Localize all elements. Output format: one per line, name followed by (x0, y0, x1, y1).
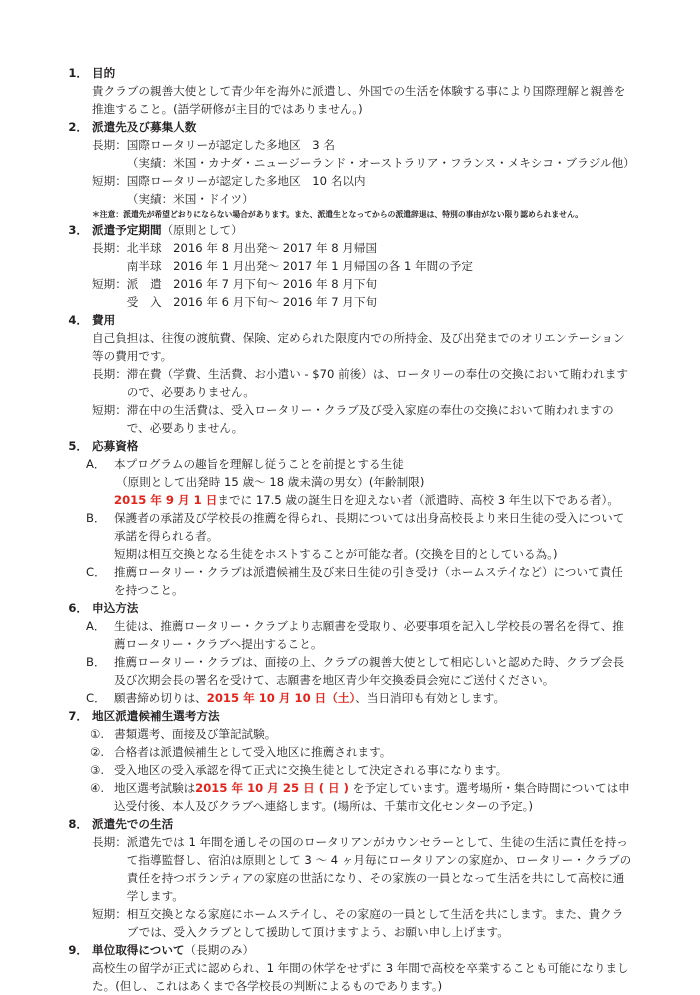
short-term-row (66, 172, 634, 190)
list-item (66, 653, 634, 689)
northern-hemisphere-period: 北半球 2016 年 8 月出発～ 2017 年 8 月帰国 (126, 241, 378, 255)
row-label: 短期： (92, 403, 127, 417)
section-title-note: （長期のみ） (184, 943, 255, 957)
section-heading: 2． 派遣先及び募集人数 (68, 120, 197, 134)
row-text: 派遣先では 1 年間を通しその国のロータリアンがカウンセラーとして、生徒の生活に責任を持って指導監督し、宿泊は原則として 3 ～ 4 ヶ月毎にロータリアンの家庭か、ロータリー・クラブの責任を持つボランティアの家庭の世話になり、その家族の一員となって生活を共にして高校に通学します。 (126, 835, 632, 903)
item-label: ②. (90, 745, 105, 759)
highlight-date: 2015 年 10 月 10 日（土） (206, 691, 356, 705)
row-label: 長期： (92, 367, 127, 381)
item-label: C． (86, 565, 106, 579)
section-heading: 6． 申込方法 (68, 601, 139, 615)
acceptance-period: 受 入 2016 年 6 月下旬～ 2016 年 7 月下旬 (126, 295, 378, 309)
list-item (66, 509, 634, 545)
list-item (66, 617, 634, 653)
section-title-note: （原則として） (161, 223, 243, 237)
long-term-row (66, 136, 634, 154)
list-item (66, 563, 634, 599)
section-heading: 5． 応募資格 (68, 439, 139, 453)
item-text: 本プログラムの趣旨を理解し従うことを前提とする生徒 (114, 457, 404, 471)
section-heading: 8． 派遣先での生活 (68, 817, 174, 831)
item-text: 合格者は派遣候補生として受入地区に推薦されます。 (114, 745, 392, 759)
exam-date-text: 地区選考試験は2015 年 10 月 25 日 ( 日 ) を予定しています。選考場所・集合時間については申込受付後、本人及びクラブへ連絡します。(場所は、千葉市文化センターの予定。) (114, 781, 630, 813)
highlight-date: 2015 年 10 月 25 日 ( 日 ) (195, 781, 349, 795)
section-title: 応募資格 (92, 439, 139, 453)
section-selection (66, 707, 634, 815)
list-item (66, 725, 634, 743)
long-term-row (66, 239, 634, 257)
row-label: 短期： (92, 174, 127, 188)
list-item (66, 779, 634, 815)
item-text: 受入地区の受入承認を得て正式に交換生徒として決定される事になります。 (114, 763, 508, 777)
section-heading: 1． 目的 (68, 66, 116, 80)
section-period (66, 221, 634, 311)
list-item (66, 455, 634, 473)
caution-note: ＊注意：派遣先が希望どおりにならない場合があります。また、派遣生となってからの派遣辞退は、特別の事由がない限り認められません。 (92, 210, 584, 219)
section-application (66, 599, 634, 707)
item-text: 生徒は、推薦ロータリー・クラブより志願書を受取り、必要事項を記入し学校長の署名を得て、推薦ロータリー・クラブへ提出すること。 (114, 619, 624, 651)
row-label: 短期： (92, 277, 127, 291)
item-subtext: 短期は相互交換となる生徒をホストすることが可能な者。(交換を目的としている為。) (114, 547, 558, 561)
list-item (66, 743, 634, 761)
item-text: 推薦ロータリー・クラブは、面接の上、クラブの親善大使として相応しいと認めた時、クラブ会長及び次期会長の署名を受けて、志願書を地区青少年交換委員会宛にご送付ください。 (114, 655, 625, 687)
section-eligibility (66, 437, 634, 599)
row-label: 長期： (92, 835, 127, 849)
age-limit-text: （原則として出発時 15 歳～ 18 歳未満の男女）(年齢制限) (116, 475, 425, 489)
section-heading: 3． 派遣予定期間（原則として） (68, 223, 243, 237)
southern-hemisphere-period: 南半球 2016 年 1 月出発～ 2017 年 1 月帰国の各 1 年間の予定 (126, 259, 473, 273)
item-label: ④. (90, 781, 105, 795)
row-label: 長期： (92, 241, 127, 255)
item-text: 書類選考、面接及び筆記試験。 (114, 727, 277, 741)
long-term-results: （実績：米国・カナダ・ニュージーランド・オーストラリア・フランス・メキシコ・ブラジル他） (126, 156, 635, 170)
section-title: 地区派遣候補生選考方法 (92, 709, 220, 723)
deadline-text: 願書締め切りは、2015 年 10 月 10 日（土）、当日消印も有効とします。 (114, 691, 506, 705)
item-label: A． (86, 457, 106, 471)
section-heading: 9． 単位取得について（長期のみ） (68, 943, 255, 957)
section-heading: 7． 地区派遣候補生選考方法 (68, 709, 220, 723)
section-title: 派遣予定期間 (92, 223, 162, 237)
section-title: 派遣先及び募集人数 (92, 120, 197, 134)
birthday-rule: 2015 年 9 月 1 日までに 17.5 歳の誕生日を迎えない者（派遣時、高校 3 年生以下である者）。 (114, 493, 619, 507)
list-item (66, 689, 634, 707)
long-term-row (66, 365, 634, 401)
section-title: 単位取得について (92, 943, 185, 957)
item-text: 保護者の承諾及び学校長の推薦を得られ、長期については出身高校長より来日生徒の受入について承諾を得られる者。 (114, 511, 625, 543)
row-text: 相互交換となる家庭にホームステイし、その家庭の一員として生活を共にします。また、貴クラブでは、受入クラブとして援助して頂けますよう、お願い申し上げます。 (126, 907, 624, 939)
section-title: 申込方法 (92, 601, 139, 615)
item-label: B． (86, 511, 106, 525)
row-text: 国際ロータリーが認定した多地区 10 名以内 (126, 174, 366, 188)
credits-text: 高校生の留学が正式に認められ、1 年間の休学をせずに 3 年間で高校を卒業することも可能になりました。(但し、これはあくまで各学校長の判断によるものであります。) (92, 961, 629, 993)
section-title: 派遣先での生活 (92, 817, 174, 831)
item-label: B． (86, 655, 106, 669)
item-label: ③. (90, 763, 105, 777)
dispatch-period: 派 遣 2016 年 7 月下旬～ 2016 年 8 月下旬 (126, 277, 378, 291)
row-text: 滞在費（学費、生活費、お小遣い - $70 前後）は、ロータリーの奉仕の交換において賄われますので、必要ありません。 (126, 367, 628, 399)
short-term-row (66, 401, 634, 437)
item-label: ①. (90, 727, 105, 741)
highlight-date: 2015 年 9 月 1 日 (114, 493, 218, 507)
short-term-results: （実績：米国・ドイツ） (126, 192, 254, 206)
section-credits (66, 941, 634, 995)
section-costs (66, 311, 634, 437)
short-term-row (66, 275, 634, 293)
row-label: 短期： (92, 907, 127, 921)
row-text: 滞在中の生活費は、受入ロータリー・クラブ及び受入家庭の奉仕の交換において賄われますので、必要ありません。 (126, 403, 614, 435)
short-term-row (66, 905, 634, 941)
section-life-abroad (66, 815, 634, 941)
long-term-row (66, 833, 634, 905)
list-item (66, 761, 634, 779)
section-purpose (66, 64, 634, 118)
purpose-text: 貴クラブの親善大使として青少年を海外に派遣し、外国での生活を体験する事により国際理解と親善を推進すること。(語学研修が主目的ではありません。) (92, 84, 626, 116)
row-text: 国際ロータリーが認定した多地区 3 名 (126, 138, 335, 152)
section-title: 費用 (92, 313, 116, 327)
item-text: 推薦ロータリー・クラブは派遣候補生及び来日生徒の引き受け（ホームステイなど）について責任を持つこと。 (114, 565, 623, 597)
row-label: 長期： (92, 138, 127, 152)
item-label: A． (86, 619, 106, 633)
costs-text: 自己負担は、往復の渡航費、保険、定められた限度内での所持金、及び出発までのオリエンテーション等の費用です。 (92, 331, 625, 363)
section-title: 目的 (92, 66, 116, 80)
item-label: C． (86, 691, 106, 705)
section-destination (66, 118, 634, 221)
section-heading: 4． 費用 (68, 313, 116, 327)
